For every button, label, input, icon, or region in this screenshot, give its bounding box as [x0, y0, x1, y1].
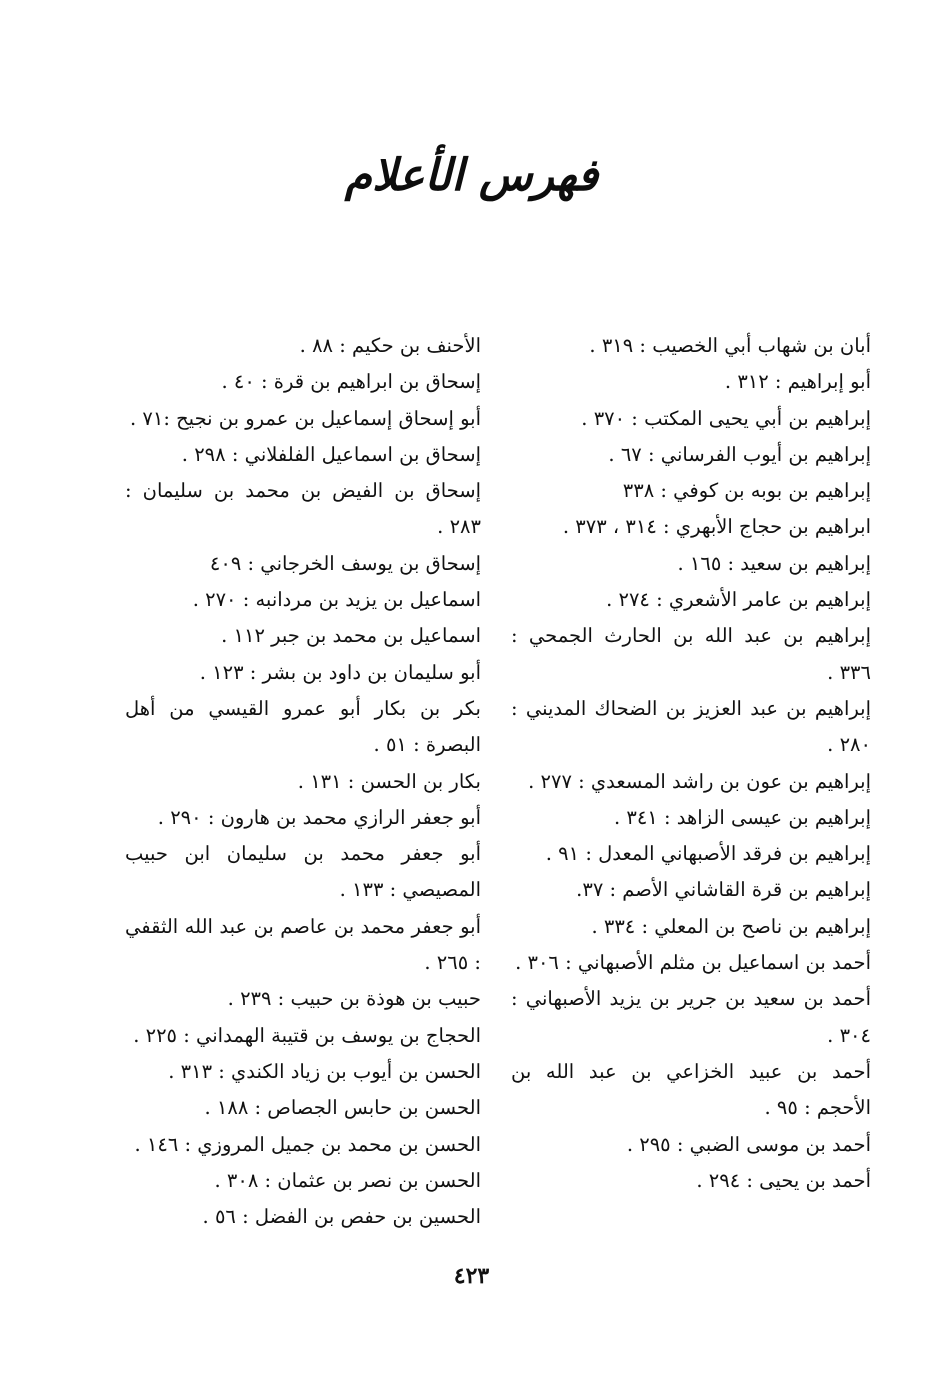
index-entry: أحمد بن يحيى : ٢٩٤ . [696, 1168, 871, 1192]
index-entry: الحسن بن حابس الجصاص : ١٨٨ . [204, 1096, 481, 1120]
index-entry: بكر بن بكار أبو عمرو القيسي من أهل البصرة : ٥١ . [125, 696, 481, 757]
index-entry: إبراهيم بن قرة القاشاني الأصم : ٣٧. [576, 878, 871, 902]
index-entry: ابراهيم بن حجاج الأبهري : ٣١٤ ، ٣٧٣ . [562, 515, 871, 539]
index-entry: إسحاق بن يوسف الخرجاني : ٤٠٩ [209, 551, 481, 575]
index-entry: إبراهيم بن أبي يحيى المكتب : ٣٧٠ . [581, 406, 871, 430]
index-entry: إبراهيم بن عبد الله بن الحارث الجمحي : ٣٣٦ . [511, 624, 871, 684]
page-title: فهرس الأعلام [344, 150, 599, 201]
index-entry: أحمد بن موسى الضبي : ٢٩٥ . [626, 1132, 871, 1156]
index-entry: الحسن بن محمد بن جميل المروزي : ١٤٦ . [134, 1132, 481, 1156]
index-entry: بكار بن الحسن : ١٣١ . [297, 769, 481, 793]
index-entry: إبراهيم بن فرقد الأصبهاني المعدل : ٩١ . [545, 842, 871, 866]
index-entry: إبراهيم بن أيوب الفرساني : ٦٧ . [608, 442, 871, 466]
index-entry: اسماعيل بن محمد بن جبر ١١٢ . [221, 624, 481, 648]
index-entry: إبراهيم بن عون بن راشد المسعدي : ٢٧٧ . [528, 769, 871, 793]
index-entry: أحمد بن سعيد بن جرير بن يزيد الأصبهاني : ٣٠٤ . [511, 987, 871, 1047]
index-entry: أبو جعفر الرازي محمد بن هارون : ٢٩٠ . [157, 805, 481, 829]
index-entry: الأحنف بن حكيم : ٨٨ . [299, 334, 481, 357]
index-entry: إبراهيم بن عيسى الزاهد : ٣٤١ . [613, 805, 871, 829]
index-entry: أبو سليمان بن داود بن بشر : ١٢٣ . [199, 660, 481, 684]
index-entry: أحمد بن عبيد الخزاعي بن عبد الله بن الأحجم : ٩٥ . [511, 1059, 871, 1120]
index-entry: اسماعيل بن يزيد بن مردانبه : ٢٧٠ . [192, 588, 481, 612]
index-entry: أبو جعفر محمد بن عاصم بن عبد الله الثقفي : ٢٦٥ . [125, 914, 481, 975]
page-number: ٤٢٣ [453, 1263, 490, 1289]
left-column [125, 328, 481, 1235]
index-entry: إسحاق بن الفيض بن محمد بن سليمان : ٢٨٣ . [125, 479, 481, 539]
index-entry: الحسين بن حفص بن الفضل : ٥٦ . [202, 1205, 481, 1229]
index-entry: أبان بن شهاب أبي الخصيب : ٣١٩ . [589, 334, 871, 357]
right-column [511, 328, 871, 1199]
index-entry: أحمد بن اسماعيل بن مثلم الأصبهاني : ٣٠٦ . [515, 951, 871, 975]
index-entry: أبو إسحاق إسماعيل بن عمرو بن نجيح :٧١ . [129, 406, 481, 430]
index-entry: الحسن بن أيوب بن زياد الكندي : ٣١٣ . [168, 1059, 481, 1083]
index-entry: إبراهيم بن ناصح بن المعلي : ٣٣٤ . [591, 914, 871, 938]
index-entry: حبيب بن هوذة بن حبيب : ٢٣٩ . [227, 987, 481, 1011]
index-entry: أبو جعفر محمد بن سليمان ابن حبيب المصيصي : ١٣٣ . [125, 842, 481, 902]
index-entry: إبراهيم بن عامر الأشعري : ٢٧٤ . [606, 588, 871, 612]
index-entry: الحسن بن نصر بن عثمان : ٣٠٨ . [214, 1168, 481, 1192]
index-entry: إبراهيم بن عبد العزيز بن الضحاك المديني : ٢٨٠ . [511, 696, 871, 757]
index-entry: إسحاق بن ابراهيم بن قرة : ٤٠ . [221, 370, 481, 394]
index-entry: إسحاق بن اسماعيل الفلفلاني : ٢٩٨ . [181, 442, 481, 466]
index-entry: إبراهيم بن بوبه بن كوفي : ٣٣٨ [622, 479, 871, 503]
index-entry: إبراهيم بن سعيد : ١٦٥ . [677, 551, 871, 575]
index-entry: الحجاج بن يوسف بن قتيبة الهمداني : ٢٢٥ . [133, 1023, 481, 1047]
index-entry: أبو إبراهيم : ٣١٢ . [724, 370, 871, 394]
